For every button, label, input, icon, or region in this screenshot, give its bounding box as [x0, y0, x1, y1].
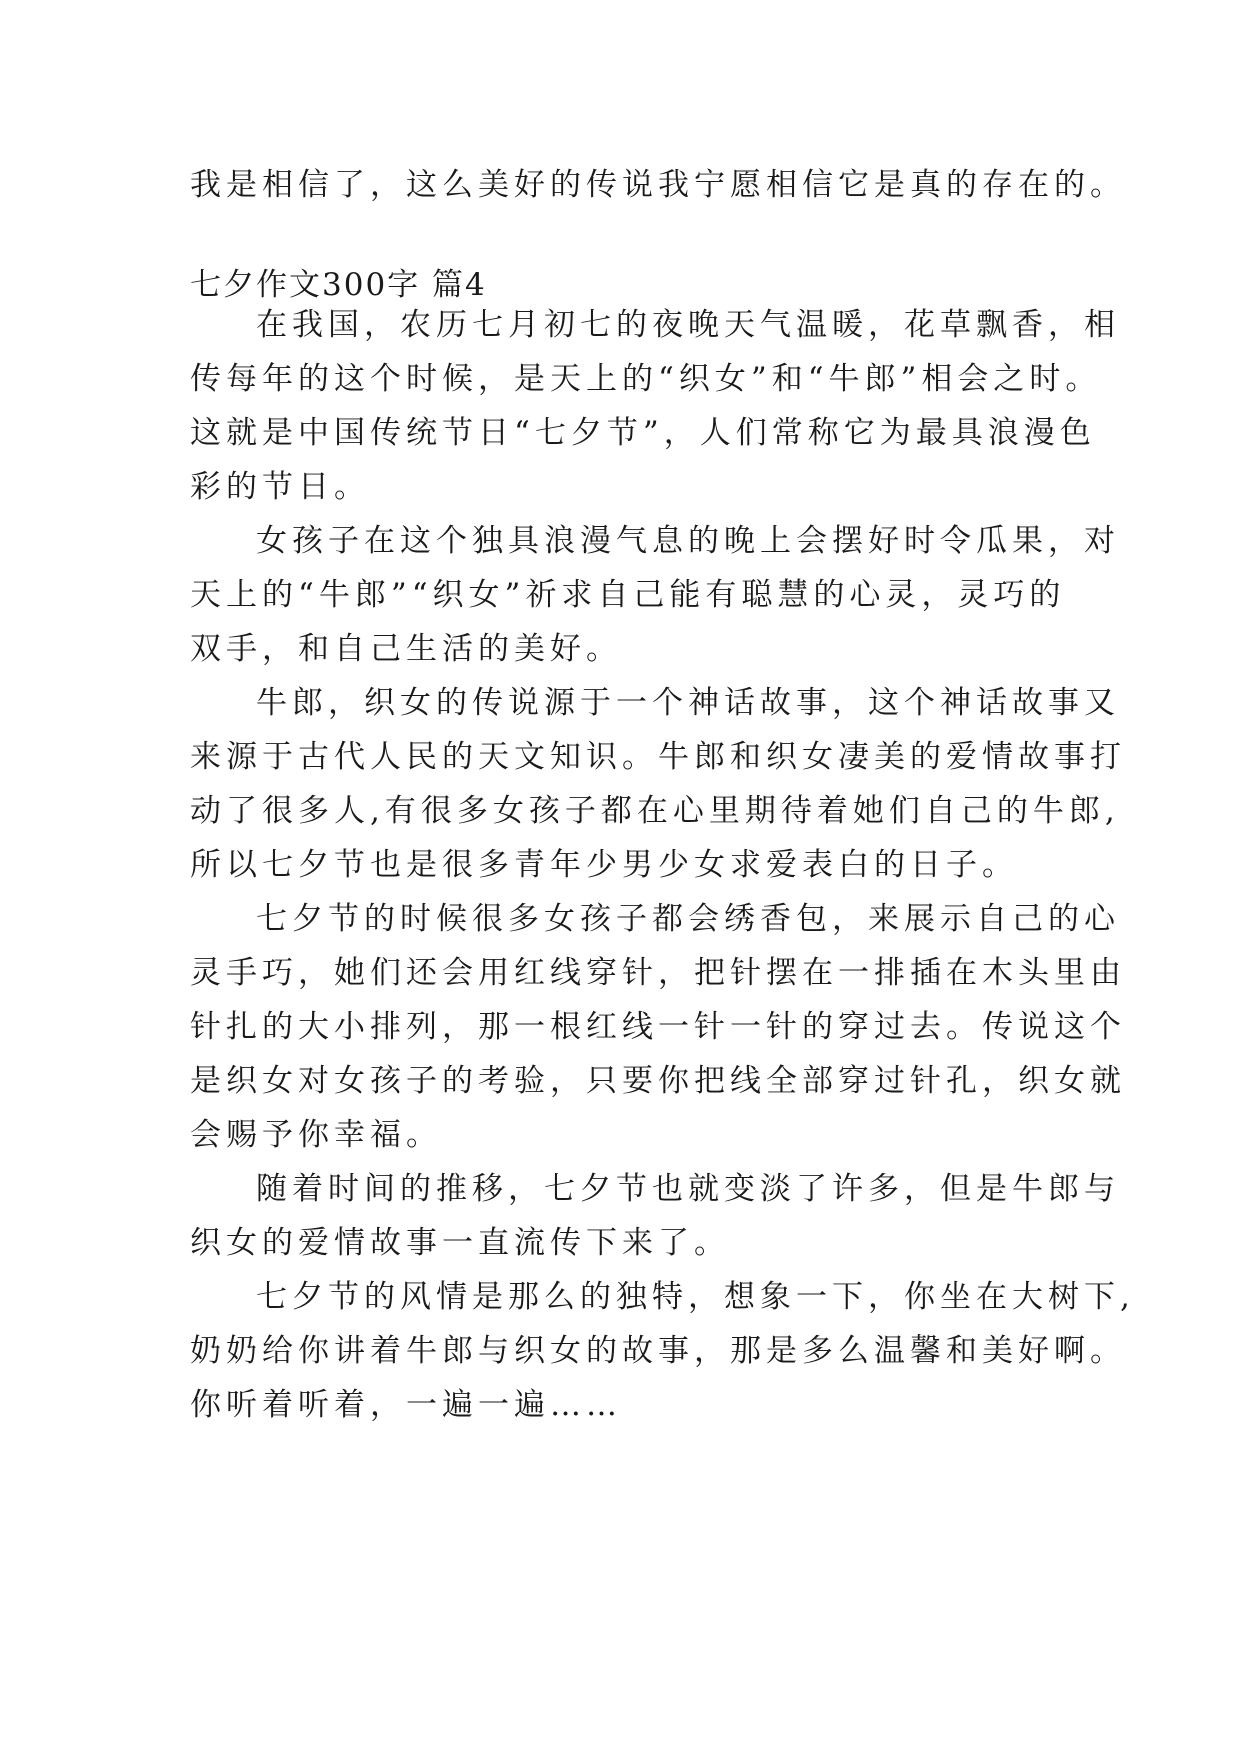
text-line: 牛郎，织女的传说源于一个神话故事，这个神话故事又 — [256, 685, 1120, 721]
paragraph-1 — [190, 298, 1120, 514]
text-line: 你听着听着，一遍一遍…… — [190, 1387, 622, 1423]
paragraph-5 — [190, 1162, 1120, 1270]
text-line: 彩的节日。 — [190, 469, 370, 505]
text-line: 传每年的这个时候，是天上的“织女”和“牛郎”相会之时。 — [190, 361, 1102, 397]
text-line: 针扎的大小排列，那一根红线一针一针的穿过去。传说这个 — [190, 1009, 1126, 1045]
text-line: 我是相信了，这么美好的传说我宁愿相信它是真的存在的。 — [190, 167, 1126, 203]
paragraph-4 — [190, 892, 1126, 1162]
text-line: 七夕节的时候很多女孩子都会绣香包，来展示自己的心 — [256, 901, 1120, 937]
text-line: 女孩子在这个独具浪漫气息的晚上会摆好时令瓜果，对 — [256, 523, 1120, 559]
text-line: 会赐予你幸福。 — [190, 1117, 442, 1153]
paragraph-3 — [190, 676, 1126, 892]
paragraph-6 — [190, 1270, 1135, 1432]
text-line: 所以七夕节也是很多青年少男少女求爱表白的日子。 — [190, 847, 1018, 883]
text-line: 七夕节的风情是那么的独特，想象一下，你坐在大树下, — [256, 1279, 1135, 1315]
text-line: 动了很多人,有很多女孩子都在心里期待着她们自己的牛郎, — [190, 793, 1120, 829]
text-line: 天上的“牛郎”“织女”祈求自己能有聪慧的心灵，灵巧的 — [190, 577, 1066, 613]
carryover-paragraph — [190, 158, 1126, 212]
text-line: 灵手巧，她们还会用红线穿针，把针摆在一排插在木头里由 — [190, 955, 1126, 991]
text-line: 织女的爱情故事一直流传下来了。 — [190, 1225, 730, 1261]
text-line: 来源于古代人民的天文知识。牛郎和织女凄美的爱情故事打 — [190, 739, 1126, 775]
text-line: 在我国，农历七月初七的夜晚天气温暖，花草飘香，相 — [256, 307, 1120, 343]
text-line: 奶奶给你讲着牛郎与织女的故事，那是多么温馨和美好啊。 — [190, 1333, 1126, 1369]
paragraph-2 — [190, 514, 1120, 676]
section-heading: 七夕作文300字 篇4 — [190, 267, 487, 303]
text-line: 随着时间的推移，七夕节也就变淡了许多，但是牛郎与 — [256, 1171, 1120, 1207]
text-line: 这就是中国传统节日“七夕节”，人们常称它为最具浪漫色 — [190, 415, 1096, 451]
text-line: 双手，和自己生活的美好。 — [190, 631, 622, 667]
text-line: 是织女对女孩子的考验，只要你把线全部穿过针孔，织女就 — [190, 1063, 1126, 1099]
